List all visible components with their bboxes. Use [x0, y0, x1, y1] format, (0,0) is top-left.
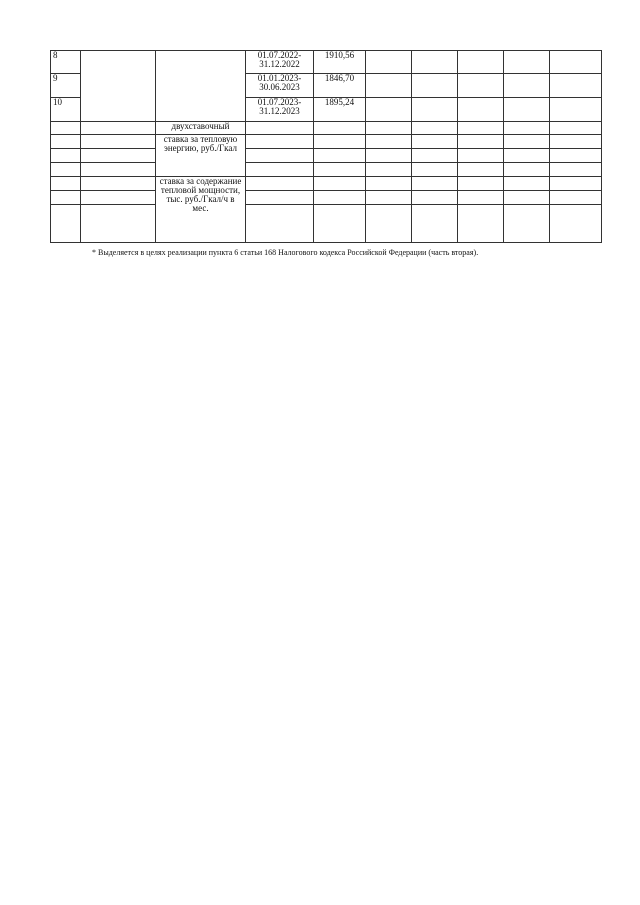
- row-number: 9: [51, 74, 81, 98]
- empty-cell: [458, 163, 504, 177]
- empty-cell: [550, 98, 602, 122]
- empty-cell: [314, 163, 366, 177]
- period-cell: [246, 51, 314, 74]
- empty-cell: [550, 149, 602, 163]
- empty-cell: [550, 177, 602, 191]
- empty-cell: [81, 135, 156, 149]
- empty-cell: [314, 135, 366, 149]
- period-start: 01.07.2023-: [257, 97, 302, 107]
- empty-cell: [550, 51, 602, 74]
- empty-cell: [246, 122, 314, 135]
- period-end: 31.12.2023: [259, 106, 300, 116]
- empty-cell: [504, 205, 550, 243]
- empty-cell: [366, 149, 412, 163]
- empty-cell: [366, 122, 412, 135]
- empty-cell: [412, 149, 458, 163]
- empty-cell: [51, 205, 81, 243]
- footnote: * Выделяется в целях реализации пункта 6 статьи 168 Налогового кодекса Российской Федерации (часть вторая).: [92, 248, 479, 257]
- empty-cell: [458, 74, 504, 98]
- empty-cell: [51, 177, 81, 191]
- empty-cell: [458, 98, 504, 122]
- empty-cell: [314, 177, 366, 191]
- table-row: [51, 191, 602, 205]
- empty-cell: [366, 205, 412, 243]
- empty-cell: [246, 177, 314, 191]
- empty-cell: [246, 191, 314, 205]
- empty-cell: [412, 191, 458, 205]
- tariff-value: 1846,70: [314, 74, 366, 98]
- empty-cell: [504, 149, 550, 163]
- empty-cell: [504, 191, 550, 205]
- empty-cell: [412, 122, 458, 135]
- capacity-rate-label: ставка за содержание тепловой мощности, тыс. руб./Гкал/ч в мес.: [156, 177, 246, 243]
- empty-cell: [550, 191, 602, 205]
- period-end: 31.12.2022: [259, 59, 300, 69]
- empty-cell: [314, 149, 366, 163]
- empty-cell: [412, 163, 458, 177]
- tariff-value: 1910,56: [314, 51, 366, 74]
- empty-cell: [504, 122, 550, 135]
- empty-cell: [366, 98, 412, 122]
- row-number: 8: [51, 51, 81, 74]
- empty-cell: [504, 74, 550, 98]
- empty-cell: [412, 135, 458, 149]
- empty-cell: [51, 191, 81, 205]
- empty-cell: [51, 135, 81, 149]
- empty-cell: [504, 51, 550, 74]
- empty-cell: [246, 205, 314, 243]
- empty-cell: [81, 191, 156, 205]
- empty-cell: [366, 177, 412, 191]
- empty-cell: [412, 177, 458, 191]
- empty-cell: [51, 163, 81, 177]
- energy-rate-label: ставка за тепловую энергию, руб./Гкал: [156, 135, 246, 177]
- empty-cell: [81, 163, 156, 177]
- empty-cell: [504, 177, 550, 191]
- empty-cell: [458, 122, 504, 135]
- empty-cell: [81, 205, 156, 243]
- empty-cell: [81, 122, 156, 135]
- empty-cell: [314, 205, 366, 243]
- empty-cell: [246, 163, 314, 177]
- empty-cell: [366, 74, 412, 98]
- empty-cell: [51, 149, 81, 163]
- empty-cell: [412, 51, 458, 74]
- table-row: [51, 149, 602, 163]
- empty-cell: [314, 191, 366, 205]
- empty-cell: [458, 149, 504, 163]
- empty-cell: [550, 135, 602, 149]
- empty-cell: [314, 122, 366, 135]
- period-end: 30.06.2023: [259, 82, 300, 92]
- two-part-label: двухставочный: [156, 122, 246, 135]
- empty-cell: [504, 163, 550, 177]
- empty-cell: [412, 98, 458, 122]
- empty-cell: [458, 205, 504, 243]
- empty-cell: [246, 149, 314, 163]
- empty-cell: [366, 191, 412, 205]
- period-cell: [246, 98, 314, 122]
- empty-cell: [458, 191, 504, 205]
- empty-cell: [81, 177, 156, 191]
- empty-cell: [156, 51, 246, 122]
- empty-cell: [504, 98, 550, 122]
- empty-cell: [246, 135, 314, 149]
- table-row: [51, 205, 602, 243]
- period-cell: [246, 74, 314, 98]
- empty-cell: [550, 74, 602, 98]
- empty-cell: [550, 163, 602, 177]
- table-row: [51, 51, 602, 74]
- empty-cell: [412, 205, 458, 243]
- tariff-table: [50, 50, 602, 243]
- empty-cell: [81, 51, 156, 122]
- empty-cell: [366, 51, 412, 74]
- empty-cell: [81, 149, 156, 163]
- table-row: [51, 122, 602, 135]
- empty-cell: [550, 122, 602, 135]
- empty-cell: [458, 51, 504, 74]
- empty-cell: [51, 122, 81, 135]
- row-number: 10: [51, 98, 81, 122]
- empty-cell: [458, 135, 504, 149]
- period-start: 01.07.2022-: [257, 50, 302, 60]
- empty-cell: [366, 135, 412, 149]
- empty-cell: [412, 74, 458, 98]
- empty-cell: [458, 177, 504, 191]
- period-start: 01.01.2023-: [257, 73, 302, 83]
- table-row: [51, 163, 602, 177]
- empty-cell: [366, 163, 412, 177]
- tariff-value: 1895,24: [314, 98, 366, 122]
- empty-cell: [504, 135, 550, 149]
- table-row: [51, 177, 602, 191]
- table-row: [51, 135, 602, 149]
- empty-cell: [550, 205, 602, 243]
